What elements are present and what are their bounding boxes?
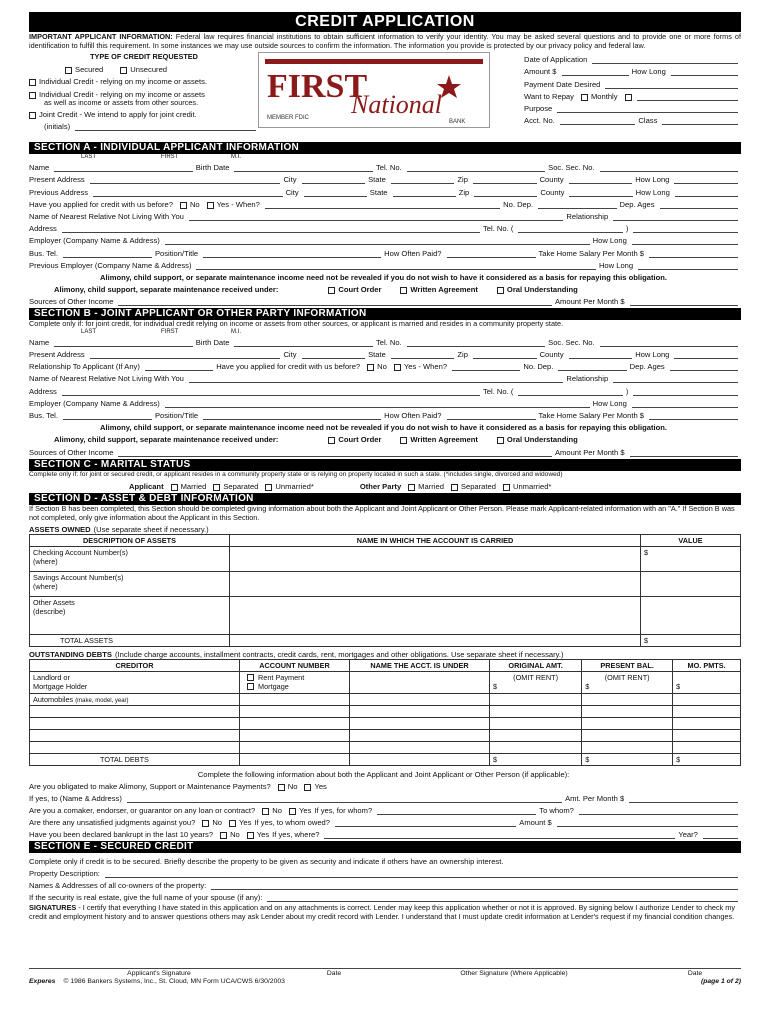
- important-info: IMPORTANT APPLICANT INFORMATION: Federal law requires financial institutions to obtain sufficient information to verify your identity. You may be asked several questions and to provide one or more forms of identification to fulfill this requirement. In some instances we may use outside sources to confirm the information. The information you provide is protected by our privacy policy and federal law.: [29, 32, 741, 50]
- logo-bank: BANK: [449, 119, 466, 125]
- a-address-field[interactable]: [90, 176, 281, 184]
- amount-field[interactable]: [562, 68, 629, 76]
- type-heading: TYPE OF CREDIT REQUESTED: [90, 52, 198, 61]
- logo-first: FIRST: [267, 68, 368, 105]
- section-b-header: SECTION B - JOINT APPLICANT OR OTHER PARTY INFORMATION: [29, 308, 741, 320]
- a-name-field[interactable]: [54, 164, 192, 172]
- a-ssn-field[interactable]: [600, 164, 738, 172]
- debts-table: CREDITOR ACCOUNT NUMBER NAME THE ACCT. IS UNDER ORIGINAL AMT. PRESENT BAL. MO. PMTS. Landlord or Mortgage Holder Rent Payment Mortgage (OMIT RENT) $ (OMIT RENT) $ $ Automobiles (make, model, year) TOTAL DEBTS $ $ $: [29, 659, 741, 766]
- signatures-text: SIGNATURES - I certify that everything I have stated in this application and on any attachments is correct. Lender may keep this application whether or not it is approved. By signing below I authorize Lender to check my credit and employment history and to answer questions others may ask Lender about my credit record with Lender. I understand that I must update credit information at Lender's request if my financial condition changes.: [29, 903, 736, 921]
- bank-logo: [258, 52, 490, 128]
- payment-date-field[interactable]: [605, 81, 738, 89]
- initials-field[interactable]: [75, 123, 256, 131]
- section-c-header: SECTION C - MARITAL STATUS: [29, 459, 741, 471]
- assets-table: DESCRIPTION OF ASSETS NAME IN WHICH THE ACCOUNT IS CARRIED VALUE Checking Account Number(s) (where) $ Savings Account Number(s) (where) Other Assets (describe) TOTAL ASSETS $: [29, 534, 741, 647]
- individual-other-checkbox[interactable]: [29, 92, 36, 99]
- repay-field[interactable]: [637, 93, 738, 101]
- a-applied-yes[interactable]: [207, 202, 214, 209]
- unsecured-checkbox[interactable]: [120, 67, 127, 74]
- a-birth-field[interactable]: [234, 164, 372, 172]
- footer: Applicant's Signature Date Other Signature (Where Applicable) Date Experes © 1986 Bankers Systems, Inc., St. Cloud, MN Form UCA/CWS 6/30/2003 (page 1 of 2): [29, 970, 741, 985]
- secured-checkbox[interactable]: [65, 67, 72, 74]
- repay-checkbox[interactable]: [581, 94, 588, 101]
- class-field[interactable]: [662, 117, 738, 125]
- a-applied-no[interactable]: [180, 202, 187, 209]
- date-field[interactable]: [592, 56, 738, 64]
- logo-fdic: MEMBER FDIC: [267, 115, 309, 121]
- form-title: CREDIT APPLICATION: [29, 12, 741, 32]
- a-prev-address-field[interactable]: [93, 189, 282, 197]
- acct-field[interactable]: [560, 117, 636, 125]
- joint-checkbox[interactable]: [29, 112, 36, 119]
- logo-national: National: [351, 90, 443, 119]
- monthly-checkbox[interactable]: [625, 94, 632, 101]
- howlong-field[interactable]: [671, 68, 738, 76]
- purpose-field[interactable]: [557, 105, 738, 113]
- a-tel-field[interactable]: [407, 164, 545, 172]
- credit-type-area: TYPE OF CREDIT REQUESTED Secured Unsecured Individual Credit - relying on my income or assets. Individual Credit - relying on my income or assets as well as income or assets from other sources. Joint Credit - We intend to apply for joint credit. (initials) FIRST National MEMBER FDIC BANK Date of Application Amount $ How Long Payment Date Desired Want to Repay Monthly Purpose Acct. No. Class: [29, 52, 741, 142]
- individual-checkbox[interactable]: [29, 79, 36, 86]
- brand-logo: Experes: [29, 978, 56, 985]
- section-e-header: SECTION E - SECURED CREDIT: [29, 841, 741, 853]
- section-d-header: SECTION D - ASSET & DEBT INFORMATION: [29, 493, 741, 505]
- section-a-header: SECTION A - INDIVIDUAL APPLICANT INFORMATION: [29, 142, 741, 154]
